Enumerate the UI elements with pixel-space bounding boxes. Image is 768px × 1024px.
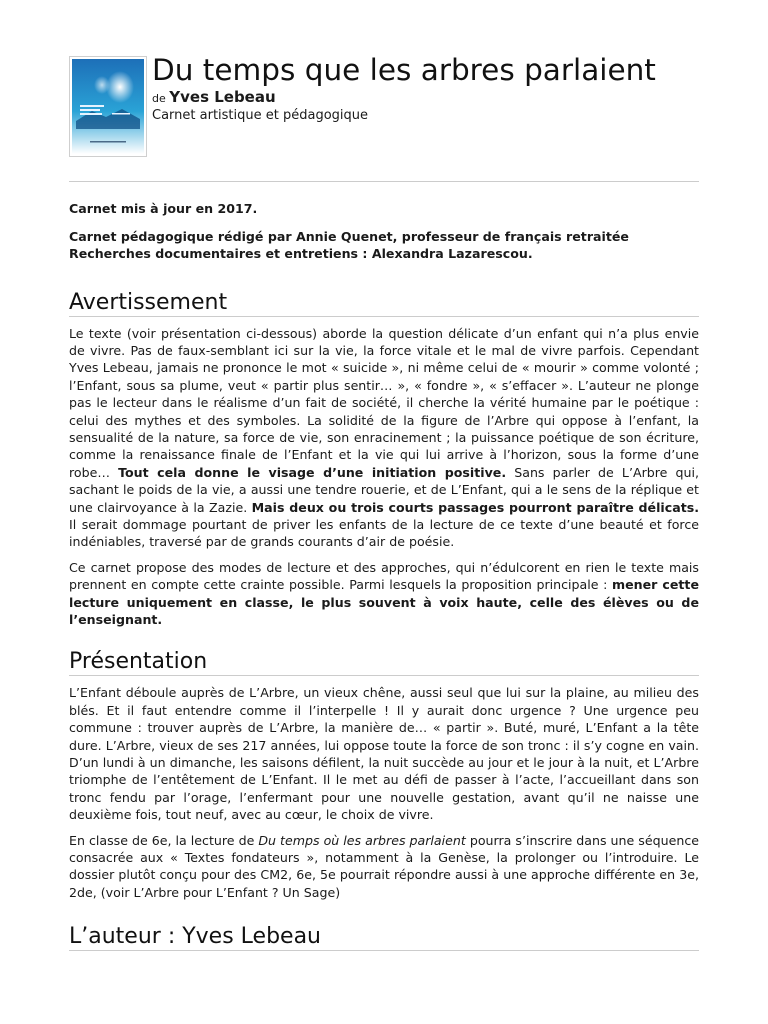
section-auteur	[69, 924, 699, 951]
section-heading-presentation: Présentation	[69, 649, 208, 675]
bold-text-run: Mais deux ou trois courts passages pourront paraître délicats.	[251, 499, 699, 515]
byline	[152, 88, 656, 106]
document-page	[69, 53, 699, 951]
bold-text-run: mener cette lecture uniquement en classe, le plus souvent à voix haute, celle des élèves ou de l’enseignant.	[69, 577, 699, 627]
page-title: Du temps que les arbres parlaient	[152, 53, 656, 87]
header-text-block	[152, 53, 656, 123]
credits-line-1: Carnet pédagogique rédigé par Annie Quenet, professeur de français retraitée	[69, 228, 629, 244]
credits-line-2: Recherches documentaires et entretiens : Alexandra Lazarescou.	[69, 246, 533, 261]
section-divider	[69, 950, 699, 951]
section-heading-avertissement: Avertissement	[69, 289, 228, 315]
section-avertissement	[69, 290, 699, 629]
text-run: Il serait dommage pourtant de priver les enfants de la lecture de ce texte d’une beauté et force indéniables, traversé par de grands courants d’air de poésie.	[69, 516, 699, 550]
text-run: Sans parler de L’Arbre qui, sachant le poids de la vie, a aussi une tendre rouerie, et de L’Enfant, qui a le sens de la réplique et une clairvoyance à la Zazie.	[69, 464, 699, 515]
avertissement-paragraph-1	[69, 325, 699, 551]
page-subtitle: Carnet artistique et pédagogique	[152, 108, 369, 123]
text-run: Ce carnet propose des modes de lecture et des approches, qui n’édulcorent en rien le texte mais prennent en compte cette crainte possible. Parmi lesquels la proposition principale :	[69, 559, 699, 593]
avertissement-paragraph-2	[69, 559, 699, 629]
text-run: Le texte (voir présentation ci-dessous) aborde la question délicate d’un enfant qui n’a plus envie de vivre. Pas de faux-semblant ici sur la vie, la force vitale et le mal de vivre parfois. Cependant Yves Lebeau, jamais ne prononce le mot « suicide », ni même celui de « mourir » comme volonté ; l’Enfant, sous sa plume, veut « partir plus sentir… », « fondre », « s’effacer ». L’auteur ne plonge pas le lecteur dans le réalisme d’un fait de société, il cherche la vérité humaine par le poétique : celui des mythes et des symboles. La solidité de la figure de l’Arbre qui oppose à l’enfant, la sensualité de la nature, sa force de vie, son enracinement ; la puissance poétique de son écriture, comme la renaissance finale de l’Enfant et la vie qui lui arrive à l’horizon, sous la forme d’une robe…	[69, 325, 699, 480]
text-run: En classe de 6e, la lecture de	[69, 832, 259, 848]
header-divider	[69, 181, 699, 182]
document-header	[69, 53, 699, 162]
presentation-paragraph-2	[69, 832, 699, 902]
italic-book-title: Du temps où les arbres parlaient	[258, 832, 466, 848]
presentation-paragraph-1: L’Enfant déboule auprès de L’Arbre, un vieux chêne, aussi seul que lui sur la plaine, au milieu des blés. Et il faut entendre comme il l’interpelle ! Il y aurait donc urgence ? Une urgence peu commune : trouver auprès de L’Arbre, la manière de… « partir ». Buté, muré, L’Enfant a la tête dure. L’Arbre, vieux de ses 217 années, lui oppose toute la force de son tronc : il s’y cogne en vain. D’un lundi à un dimanche, les saisons défilent, la nuit succède au jour et le jour à la nuit, et L’Arbre triomphe de l’entêtement de L’Enfant. Il le met au défi de passer à l’acte, l’accueillant dans son tronc fendu par l’orage, l’enfermant pour une nouvelle gestation, avant qu’il ne naisse une deuxième fois, tout neuf, avec au cœur, le choix de vivre.	[69, 685, 699, 823]
byline-prefix: de	[152, 92, 166, 105]
credits	[69, 228, 699, 263]
section-heading-auteur: L’auteur : Yves Lebeau	[69, 924, 322, 950]
book-cover-image	[69, 56, 147, 157]
section-divider	[69, 675, 699, 676]
book-cover-illustration	[72, 59, 144, 154]
author-name: Yves Lebeau	[169, 88, 276, 106]
text-run: pourra s’inscrire dans une séquence consacrée aux « Textes fondateurs », notamment à la Genèse, la prolonger ou l’introduire. Le dossier plutôt conçu pour des CM2, 6e, 5e pourrait répondre aussi à une approche différente en 3e, 2de, (voir L’Arbre pour L’Enfant ? Un Sage)	[69, 832, 699, 900]
bold-text-run: Tout cela donne le visage d’une initiation positive.	[118, 464, 507, 480]
section-presentation	[69, 649, 699, 901]
update-note: Carnet mis à jour en 2017.	[69, 201, 258, 216]
section-divider	[69, 316, 699, 317]
